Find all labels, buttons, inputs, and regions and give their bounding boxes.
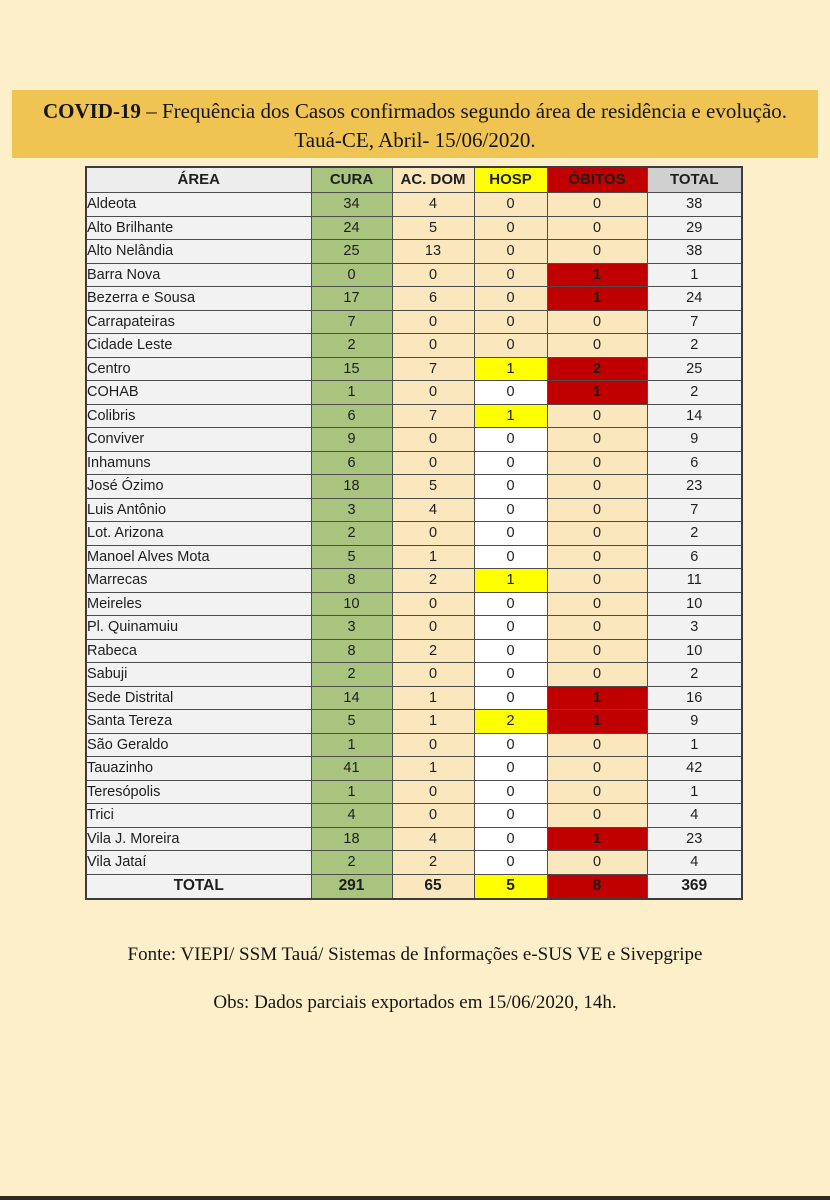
cell-area: Colibris <box>86 404 311 428</box>
cell-ac-dom: 7 <box>392 404 474 428</box>
cell-area: Teresópolis <box>86 780 311 804</box>
page-subtitle: Tauá-CE, Abril- 15/06/2020. <box>294 128 536 152</box>
cell-obitos: 0 <box>547 522 647 546</box>
table-row <box>86 334 742 358</box>
cell-hosp: 1 <box>474 404 547 428</box>
cell-cura: 2 <box>311 522 392 546</box>
cell-area: Vila Jataí <box>86 851 311 875</box>
table-row <box>86 310 742 334</box>
cell-hosp: 0 <box>474 522 547 546</box>
cell-total: 4 <box>647 851 742 875</box>
cell-cura: 24 <box>311 216 392 240</box>
table-row <box>86 733 742 757</box>
cell-ac-dom: 6 <box>392 287 474 311</box>
cell-cura: 34 <box>311 193 392 217</box>
cell-cura: 3 <box>311 616 392 640</box>
table-total-row <box>86 874 742 899</box>
cell-ac-dom: 2 <box>392 569 474 593</box>
column-header-ac_dom: AC. DOM <box>392 167 474 193</box>
bottom-edge-bar <box>0 1196 830 1200</box>
cell-hosp: 1 <box>474 569 547 593</box>
table-row <box>86 545 742 569</box>
cell-area: Conviver <box>86 428 311 452</box>
cell-obitos: 0 <box>547 545 647 569</box>
cell-obitos: 0 <box>547 404 647 428</box>
cell-area: Alto Nelândia <box>86 240 311 264</box>
cell-cura: 5 <box>311 545 392 569</box>
cell-hosp: 0 <box>474 545 547 569</box>
cell-cura: 17 <box>311 287 392 311</box>
cell-hosp: 0 <box>474 498 547 522</box>
cell-total: 2 <box>647 522 742 546</box>
total-obitos: 8 <box>547 874 647 899</box>
cell-total: 23 <box>647 475 742 499</box>
cell-ac-dom: 0 <box>392 522 474 546</box>
cell-ac-dom: 0 <box>392 733 474 757</box>
cell-area: Centro <box>86 357 311 381</box>
table-row <box>86 710 742 734</box>
cell-cura: 25 <box>311 240 392 264</box>
cell-ac-dom: 2 <box>392 639 474 663</box>
cell-obitos: 0 <box>547 240 647 264</box>
cell-area: Trici <box>86 804 311 828</box>
cell-total: 2 <box>647 663 742 687</box>
cell-ac-dom: 1 <box>392 710 474 734</box>
cell-total: 16 <box>647 686 742 710</box>
cell-obitos: 1 <box>547 381 647 405</box>
cell-cura: 3 <box>311 498 392 522</box>
cell-cura: 10 <box>311 592 392 616</box>
cell-obitos: 0 <box>547 663 647 687</box>
cell-ac-dom: 0 <box>392 381 474 405</box>
table-row <box>86 287 742 311</box>
cell-obitos: 0 <box>547 616 647 640</box>
total-label: TOTAL <box>86 874 311 899</box>
cell-area: Santa Tereza <box>86 710 311 734</box>
cell-cura: 6 <box>311 404 392 428</box>
cell-ac-dom: 0 <box>392 263 474 287</box>
cell-total: 38 <box>647 193 742 217</box>
cell-obitos: 0 <box>547 428 647 452</box>
cell-obitos: 0 <box>547 780 647 804</box>
cell-hosp: 0 <box>474 193 547 217</box>
cell-ac-dom: 13 <box>392 240 474 264</box>
cell-obitos: 0 <box>547 851 647 875</box>
cell-obitos: 0 <box>547 310 647 334</box>
cell-total: 42 <box>647 757 742 781</box>
cell-obitos: 1 <box>547 827 647 851</box>
cell-cura: 9 <box>311 428 392 452</box>
cell-cura: 0 <box>311 263 392 287</box>
total-cura: 291 <box>311 874 392 899</box>
table-row <box>86 851 742 875</box>
cell-cura: 2 <box>311 851 392 875</box>
cell-cura: 1 <box>311 780 392 804</box>
cell-total: 9 <box>647 428 742 452</box>
title-prefix: COVID-19 <box>42 99 141 123</box>
table-row <box>86 804 742 828</box>
cell-ac-dom: 0 <box>392 310 474 334</box>
cell-total: 7 <box>647 498 742 522</box>
table-row <box>86 193 742 217</box>
table-row <box>86 357 742 381</box>
cell-ac-dom: 7 <box>392 357 474 381</box>
cell-ac-dom: 4 <box>392 498 474 522</box>
table-row <box>86 216 742 240</box>
cell-obitos: 1 <box>547 263 647 287</box>
table-row <box>86 757 742 781</box>
table-row <box>86 475 742 499</box>
cell-hosp: 0 <box>474 263 547 287</box>
cell-area: Alto Brilhante <box>86 216 311 240</box>
cell-hosp: 0 <box>474 733 547 757</box>
table-row <box>86 522 742 546</box>
column-header-cura: CURA <box>311 167 392 193</box>
cell-ac-dom: 0 <box>392 780 474 804</box>
cell-obitos: 0 <box>547 757 647 781</box>
cell-ac-dom: 0 <box>392 663 474 687</box>
cell-ac-dom: 1 <box>392 757 474 781</box>
cell-total: 6 <box>647 545 742 569</box>
cell-total: 10 <box>647 592 742 616</box>
cell-cura: 8 <box>311 639 392 663</box>
cell-total: 7 <box>647 310 742 334</box>
cell-ac-dom: 0 <box>392 616 474 640</box>
cell-obitos: 0 <box>547 216 647 240</box>
cell-total: 4 <box>647 804 742 828</box>
cell-obitos: 0 <box>547 451 647 475</box>
cell-total: 29 <box>647 216 742 240</box>
cell-cura: 1 <box>311 381 392 405</box>
table-row <box>86 827 742 851</box>
table-row <box>86 569 742 593</box>
cell-area: COHAB <box>86 381 311 405</box>
cell-ac-dom: 0 <box>392 428 474 452</box>
cell-obitos: 2 <box>547 357 647 381</box>
cell-hosp: 0 <box>474 804 547 828</box>
table-row <box>86 780 742 804</box>
obs-note: Obs: Dados parciais exportados em 15/06/2020, 14h. <box>213 992 617 1013</box>
cell-ac-dom: 2 <box>392 851 474 875</box>
cell-obitos: 1 <box>547 686 647 710</box>
cell-hosp: 0 <box>474 240 547 264</box>
cell-total: 1 <box>647 780 742 804</box>
cell-ac-dom: 1 <box>392 686 474 710</box>
cell-obitos: 0 <box>547 475 647 499</box>
cell-hosp: 0 <box>474 287 547 311</box>
cell-total: 2 <box>647 334 742 358</box>
cell-obitos: 0 <box>547 498 647 522</box>
table-row <box>86 428 742 452</box>
table-row <box>86 404 742 428</box>
covid-table <box>85 166 743 900</box>
total-total: 369 <box>647 874 742 899</box>
cell-total: 24 <box>647 287 742 311</box>
cell-hosp: 0 <box>474 592 547 616</box>
cell-obitos: 0 <box>547 639 647 663</box>
table-row <box>86 240 742 264</box>
cell-area: Bezerra e Sousa <box>86 287 311 311</box>
table-header-row <box>86 167 742 193</box>
cell-hosp: 1 <box>474 357 547 381</box>
cell-total: 38 <box>647 240 742 264</box>
cell-hosp: 0 <box>474 757 547 781</box>
total-hosp: 5 <box>474 874 547 899</box>
cell-obitos: 1 <box>547 287 647 311</box>
cell-total: 6 <box>647 451 742 475</box>
column-header-obitos: ÓBITOS <box>547 167 647 193</box>
cell-total: 14 <box>647 404 742 428</box>
cell-cura: 18 <box>311 827 392 851</box>
cell-area: Sabuji <box>86 663 311 687</box>
cell-obitos: 0 <box>547 804 647 828</box>
column-header-area: ÁREA <box>86 167 311 193</box>
cell-ac-dom: 0 <box>392 334 474 358</box>
cell-area: Pl. Quinamuiu <box>86 616 311 640</box>
cell-hosp: 0 <box>474 686 547 710</box>
cell-hosp: 0 <box>474 827 547 851</box>
cell-total: 25 <box>647 357 742 381</box>
cell-cura: 7 <box>311 310 392 334</box>
cell-area: Lot. Arizona <box>86 522 311 546</box>
cell-area: Tauazinho <box>86 757 311 781</box>
cell-total: 11 <box>647 569 742 593</box>
cell-hosp: 0 <box>474 428 547 452</box>
cell-area: José Ózimo <box>86 475 311 499</box>
cell-area: Carrapateiras <box>86 310 311 334</box>
cell-obitos: 0 <box>547 569 647 593</box>
cell-hosp: 2 <box>474 710 547 734</box>
cell-obitos: 0 <box>547 334 647 358</box>
table-row <box>86 263 742 287</box>
cell-total: 3 <box>647 616 742 640</box>
cell-hosp: 0 <box>474 216 547 240</box>
table-row <box>86 663 742 687</box>
cell-hosp: 0 <box>474 451 547 475</box>
cell-hosp: 0 <box>474 310 547 334</box>
cell-cura: 15 <box>311 357 392 381</box>
cell-area: São Geraldo <box>86 733 311 757</box>
cell-obitos: 0 <box>547 733 647 757</box>
cell-area: Barra Nova <box>86 263 311 287</box>
cell-area: Luis Antônio <box>86 498 311 522</box>
cell-area: Inhamuns <box>86 451 311 475</box>
cell-cura: 2 <box>311 663 392 687</box>
cell-hosp: 0 <box>474 334 547 358</box>
cell-obitos: 0 <box>547 592 647 616</box>
cell-ac-dom: 4 <box>392 827 474 851</box>
cell-ac-dom: 0 <box>392 804 474 828</box>
total-ac-dom: 65 <box>392 874 474 899</box>
cell-total: 2 <box>647 381 742 405</box>
table-row <box>86 616 742 640</box>
cell-hosp: 0 <box>474 381 547 405</box>
cell-hosp: 0 <box>474 663 547 687</box>
cell-area: Aldeota <box>86 193 311 217</box>
column-header-hosp: HOSP <box>474 167 547 193</box>
page-title <box>12 97 818 125</box>
cell-obitos: 1 <box>547 710 647 734</box>
cell-area: Cidade Leste <box>86 334 311 358</box>
cell-area: Rabeca <box>86 639 311 663</box>
cell-total: 10 <box>647 639 742 663</box>
cell-ac-dom: 5 <box>392 475 474 499</box>
table-row <box>86 451 742 475</box>
cell-total: 1 <box>647 733 742 757</box>
cell-hosp: 0 <box>474 780 547 804</box>
title-rest: – Frequência dos Casos confirmados segundo área de residência e evolução. <box>140 99 788 123</box>
cell-cura: 1 <box>311 733 392 757</box>
column-header-total: TOTAL <box>647 167 742 193</box>
cell-area: Sede Distrital <box>86 686 311 710</box>
cell-cura: 14 <box>311 686 392 710</box>
cell-cura: 4 <box>311 804 392 828</box>
cell-ac-dom: 4 <box>392 193 474 217</box>
cell-area: Meireles <box>86 592 311 616</box>
cell-cura: 6 <box>311 451 392 475</box>
cell-area: Vila J. Moreira <box>86 827 311 851</box>
cell-cura: 8 <box>311 569 392 593</box>
cell-ac-dom: 0 <box>392 592 474 616</box>
table-row <box>86 639 742 663</box>
table-row <box>86 686 742 710</box>
cell-hosp: 0 <box>474 616 547 640</box>
cell-total: 1 <box>647 263 742 287</box>
cell-ac-dom: 0 <box>392 451 474 475</box>
cell-cura: 18 <box>311 475 392 499</box>
cell-total: 23 <box>647 827 742 851</box>
cell-total: 9 <box>647 710 742 734</box>
table-row <box>86 381 742 405</box>
table-row <box>86 592 742 616</box>
table-row <box>86 498 742 522</box>
cell-ac-dom: 1 <box>392 545 474 569</box>
cell-obitos: 0 <box>547 193 647 217</box>
cell-cura: 5 <box>311 710 392 734</box>
cell-area: Marrecas <box>86 569 311 593</box>
source-note: Fonte: VIEPI/ SSM Tauá/ Sistemas de Informações e-SUS VE e Sivepgripe <box>127 944 703 965</box>
cell-hosp: 0 <box>474 475 547 499</box>
cell-cura: 41 <box>311 757 392 781</box>
title-banner <box>12 90 818 158</box>
cell-hosp: 0 <box>474 639 547 663</box>
cell-ac-dom: 5 <box>392 216 474 240</box>
cell-hosp: 0 <box>474 851 547 875</box>
cell-area: Manoel Alves Mota <box>86 545 311 569</box>
cell-cura: 2 <box>311 334 392 358</box>
